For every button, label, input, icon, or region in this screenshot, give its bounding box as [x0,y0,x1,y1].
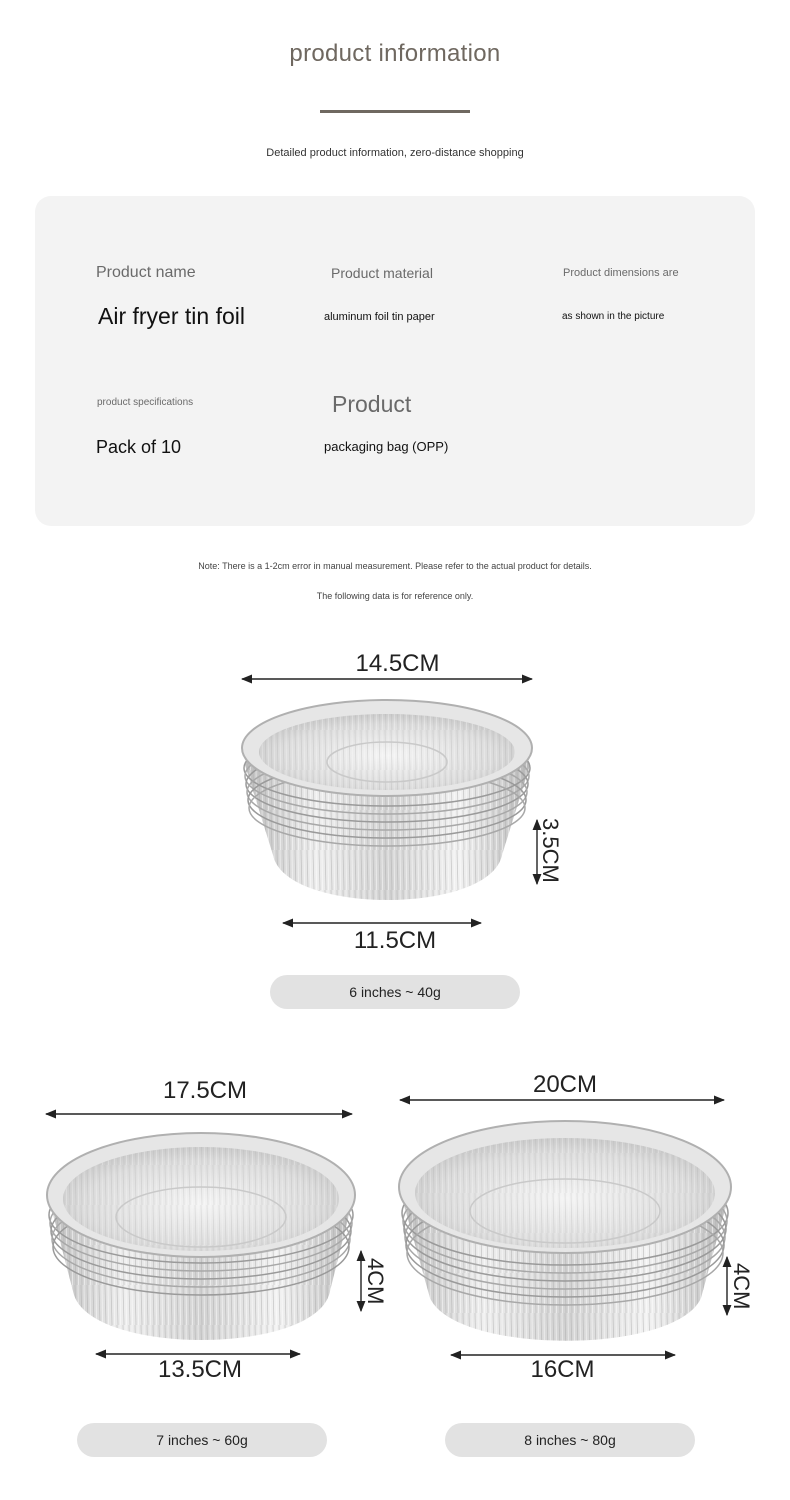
tray-8in-top-width: 20CM [532,1071,598,1098]
measurement-note: Note: There is a 1-2cm error in manual measurement. Please refer to the actual product for details. [198,561,592,571]
tray-6in-top-width: 14.5CM [355,650,440,677]
packaging-label: Product [332,391,412,417]
product-dimensions-label: Product dimensions are [563,267,679,279]
tray-8in-height: 4CM [729,1263,754,1310]
product-name-value: Air fryer tin foil [98,303,245,329]
tray-6in-bottom-width: 11.5CM [353,927,437,954]
product-specs-value: Pack of 10 [96,437,182,457]
tray-8in-bottom-width: 16CM [530,1356,595,1383]
page-subtitle: Detailed product information, zero-distance shopping [266,147,524,159]
reference-note: The following data is for reference only. [316,591,474,601]
tray-8in-caption: 8 inches ~ 80g [445,1423,695,1457]
product-info-card [35,196,755,526]
tray-6in-height: 3.5CM [538,818,563,883]
page-title: product information [289,40,501,67]
packaging-value: packaging bag (OPP) [324,439,449,454]
product-material-label: Product material [331,265,433,281]
tray-7in-top-arrow [44,1104,356,1124]
foil-tray-7in-image [44,1125,360,1345]
foil-tray-8in-image [396,1113,734,1353]
tray-7in-caption: 7 inches ~ 60g [77,1423,327,1457]
product-material-value: aluminum foil tin paper [324,311,435,323]
foil-tray-6in-image [240,690,540,920]
title-divider [320,110,470,113]
tray-6in-caption: 6 inches ~ 40g [270,975,520,1009]
product-specs-label: product specifications [97,397,194,408]
tray-7in-top-width: 17.5CM [162,1077,248,1104]
product-name-label: Product name [96,264,196,281]
product-dimensions-value: as shown in the picture [562,311,665,322]
tray-7in-bottom-width: 13.5CM [157,1356,243,1383]
tray-7in-height: 4CM [363,1258,388,1305]
